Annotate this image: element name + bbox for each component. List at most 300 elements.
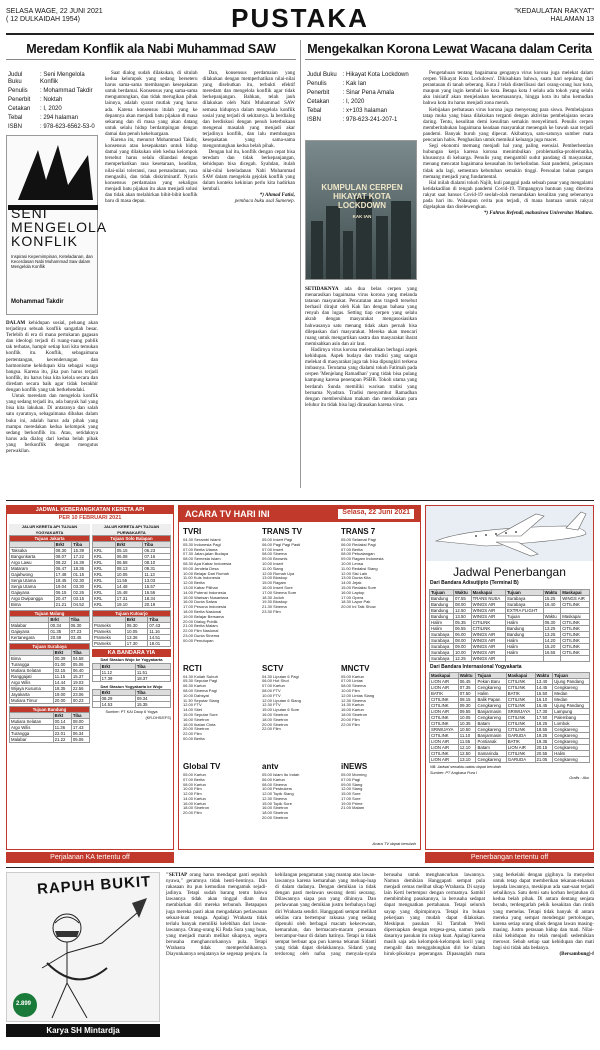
table-cell: CITILINK	[561, 649, 590, 655]
program-item: 06.00 Redaksi Pagi	[341, 542, 376, 547]
train-schedule	[6, 505, 174, 850]
table-cell: Halim	[430, 625, 454, 631]
program-item: 05.00 Morning	[341, 772, 367, 777]
program-item: 20.00 Sinetron	[262, 722, 289, 727]
table-cell: Malabar	[10, 623, 49, 629]
table-cell: 12.10	[458, 745, 476, 751]
flight-schedule	[425, 505, 594, 850]
table-cell: Pontianak	[476, 739, 506, 745]
tv-channel	[183, 759, 258, 838]
table-cell: 08.00	[71, 719, 89, 725]
table-cell: TRANS NUSA	[471, 595, 505, 601]
table-cell	[543, 655, 561, 661]
paragraph-4: Karena itu, menurut Mohammad Takdir, konsensus atau kesepakatan untuk hidup damai yang dilakukan oleh kedua kelompok tersebut harus selalu dilandasi dengan memperhatikan rasa kesetaraan, keadilan, nilai-nilai toleransi, rasa persaudaraan, rasa mengasihi, dan tidak diskriminatif. Nyaris konsensus perdamaian yang sekaligus menjadi batu pijakan itu akan menjadi solusi dan tidak akan melahirkan bibit-bibit konflik baru di masa depan.	[105, 137, 198, 204]
table-cell: 00.39	[53, 656, 71, 662]
program-item: 10.00 Dahsyat	[183, 693, 209, 698]
program-item: 07.00 Lintas	[341, 679, 363, 684]
table-cell: GARUDA	[506, 757, 535, 763]
table-cell: Taksaka	[10, 548, 55, 554]
meta-key: Tebal	[307, 108, 322, 114]
table-cell: 05.15	[115, 548, 143, 554]
table-cell: Argo Lawu	[10, 560, 55, 566]
article-title: Meredam Konflik ala Nabi Muhammad SAW	[26, 42, 276, 56]
table-cell: 15.37	[71, 674, 89, 680]
meta-key: Judul Buku	[8, 72, 23, 85]
table-cell: 07.55	[453, 595, 471, 601]
table-cell: Mataram	[10, 566, 55, 572]
program-item: 12.00 Siang	[341, 787, 363, 792]
table-cell: 00.23	[71, 698, 89, 704]
table-label: Tujuan Kutoarjo	[92, 611, 170, 617]
meta-key: Penerbit	[8, 97, 31, 103]
table-cell: Surabaya	[430, 643, 454, 649]
table-cell: Balik Papan	[476, 697, 506, 703]
program-item: 16.00 Sinetron	[262, 806, 289, 811]
meta-value: : 294 halaman	[40, 115, 79, 121]
table-cell: Maskapai	[561, 613, 590, 619]
tv-channel	[183, 661, 258, 759]
table-cell: 07.50	[458, 691, 476, 697]
table-row	[10, 737, 90, 743]
table-cell: 14.45	[535, 685, 553, 691]
table-cell: 06.30	[69, 623, 89, 629]
article-body	[423, 70, 593, 490]
table-cell: CITILINK	[506, 715, 535, 721]
book-cover	[305, 140, 417, 280]
paragraph-6: Dengan hal itu, konflik dengan cepat bisa teredam dan tidak berkepanjangan, kehidupan bisa dicegah. Syahdan, itulah nilai-nilai keteladanan Nabi Muhammad SAW dalam mengelola gejolak konflik yang dalam konteks kekinian perlu kita hadirkan kembali.	[202, 149, 295, 192]
table-cell: 04.58	[71, 656, 89, 662]
author-description: pembaca buku asal Sumenep.	[234, 197, 295, 204]
table-cell: Cengkareng	[553, 733, 590, 739]
table-label: Tujuan Jakarta	[10, 536, 90, 542]
meta-row	[8, 72, 99, 86]
table-row	[10, 635, 90, 641]
program-item: 05.00 Insert Pagi	[262, 538, 293, 542]
table-cell: 03.30	[72, 584, 90, 590]
masthead: PUSTAKA	[231, 3, 369, 33]
table-cell: 11.55	[115, 578, 143, 584]
program-item: 04.30 Liputan 6 Pagi	[262, 674, 299, 679]
table-cell: 14.48	[115, 584, 143, 590]
program-item: 07.00 Berita	[341, 547, 363, 552]
table-cell: Bima	[10, 602, 55, 608]
flight-footer: Penerbangan tertentu off	[425, 852, 594, 863]
channel-name: TVRI	[183, 527, 202, 536]
table-row	[92, 602, 170, 608]
table-cell: 01.35	[49, 629, 69, 635]
table-cell: Halim	[553, 751, 590, 757]
table-cell: 19.35	[535, 739, 553, 745]
flight-grafis: Grafis : Ako	[569, 776, 589, 781]
table-cell: LION AIR	[430, 679, 459, 685]
table-cell: CITILINK	[561, 643, 590, 649]
author-signature: *) Fahrus Refendi, mahasiswa Universitas Madura.	[483, 210, 593, 217]
table-row	[92, 629, 170, 635]
paragraph-1: ada dua belas cerpen yang menarasikan bagaimana virus korona yang melanda tatanan masyarakat. Pencatatan atas tragedi tersebut berhasil dirajut oleh Kak Ian dengan bahasa yang renyah dan lugas. Setting tiap cerpen yang selalu akrab dengan masyarakat mengasosiasikan bahwasanya satu menang tidak akan pernah bisa dilepaskan dari masyarakat. Mereka akan mencari ruang untuk mengartikan sastra dan masyarakat ibarat memisahkan asin dan air laut.	[305, 286, 417, 347]
table-cell: 17.43	[71, 725, 89, 731]
table-cell: KRL	[92, 590, 115, 596]
table-tujuan-malang	[9, 610, 90, 641]
author-signature: *) Ahmad Fatisi,	[259, 191, 295, 198]
table-cell: 05.35	[453, 619, 471, 625]
table-cell: 08.07	[54, 554, 72, 560]
article-korona	[305, 40, 594, 495]
program-item: 19.00 Belajar Bersama	[183, 614, 224, 619]
table-cell: 14.20	[543, 637, 561, 643]
program-item: 21.00 Malam	[341, 806, 365, 811]
channel-name: Global TV	[183, 761, 221, 771]
program-item: 07.00 Insert	[262, 547, 284, 552]
program-item: 10.00 Film	[341, 689, 360, 694]
column-header: Tujuan	[505, 589, 543, 595]
table-cell: CITILINK	[471, 625, 505, 631]
column-header: Waktu	[543, 589, 561, 595]
meta-row	[8, 124, 99, 131]
table-cell: 13.40	[535, 679, 553, 685]
story-lead: "SETIAP	[166, 872, 188, 878]
train-code: (KR-DHS/EFS)	[145, 715, 171, 720]
program-item: 23.30 Film	[262, 609, 281, 614]
meta-value: : Sinar Pena Amala	[342, 90, 395, 96]
table-cell: Ranggajati	[10, 674, 54, 680]
cover-title-2: MENGELOLA	[11, 219, 108, 235]
program-item: 00.00 Penutupan	[183, 638, 214, 643]
table-cell: 10.05	[125, 629, 148, 635]
program-item: 18.30 Lapor Pak	[341, 600, 371, 605]
program-item: 12.00 Film	[183, 792, 202, 797]
table-cell: 20.59	[49, 635, 69, 641]
program-item: 12.00 FTV	[183, 703, 202, 708]
route-header-purwakarta: JALUR KERETA API TUJUAN PURWAKARTA	[92, 524, 171, 535]
meta-row	[307, 72, 415, 79]
program-item: 09.00 Ragam Indonesia	[341, 557, 384, 562]
meta-value: : 978-623-6562-53-0	[40, 124, 95, 130]
table-cell: 14.51	[148, 635, 171, 641]
program-item: 22.00 Film	[262, 727, 281, 732]
table-cell: 06.30	[543, 619, 561, 625]
table-cell: Waktu	[543, 613, 561, 619]
table-cell: Argo Wilis	[10, 725, 54, 731]
program-item: 21.30 Sinema	[262, 605, 287, 610]
meta-value: : I, 2020	[40, 106, 62, 112]
table-cell: 06.34	[71, 731, 89, 737]
table-cell: Halim	[505, 649, 543, 655]
meta-key: Tebal	[8, 115, 23, 121]
table-cell: Malabar	[10, 737, 54, 743]
table-cell: 11.13	[143, 572, 171, 578]
program-item: 11.00 Redaksi Siang	[341, 566, 378, 571]
table-cell: CITILINK	[506, 703, 535, 709]
column-header: Maskapai	[471, 589, 505, 595]
table-cell: Bandung	[505, 631, 543, 637]
table-cell: 18.01	[148, 641, 171, 647]
program-item: 08.00 Sinema	[262, 552, 287, 557]
program-item: 22.00 Film Nasional	[183, 629, 219, 634]
table-cell: Mutiara Selatan	[10, 668, 54, 674]
tv-title: ACARA TV HARI INI	[185, 509, 270, 519]
program-item: 17.00 Pesona Indonesia	[183, 605, 227, 610]
table-cell: 16.45	[535, 703, 553, 709]
table-cell: 17.31	[115, 596, 143, 602]
paragraph-5: Dan, konsensus perdamaian yang dilakukan dengan memperhatikan nilai-nilai yang disebutkan itu, terbukti efektif meredam dan mengelola konflik agar tidak berkepanjangan. Bahkan, telah jauh dilakukan oleh Nabi Muhammad SAW semasa hidupnya dalam mengelola konflik sosial yang terjadi di sekitarnya. Ia berdialog dan berdiskusi dengan penuh keterbukaan mengenai masalah yang menjadi akar terjadinya konflik, dan lalu membangun kesepakatan yang sama-sama menguntungkan kedua belah pihak.	[202, 70, 295, 150]
paragraph-6: Hal inilah dialami tokoh Najib, kuli panggul pada sebuah pasar yang mengalami ketidakadilan di tengah pandemi Covid-19. Timpangnya bantuan yang diterima rakyat saat bansos Covid-19 seolah-olah menandakan kesulitan yang sebenarnya pada hari itu. Walaupun cerita pun terjadi, di mana bantuan untuk rakyat digelapkan dan diselewengkan.	[423, 179, 593, 211]
table-cell: KRL	[92, 584, 115, 590]
program-item: 18.30 Jodoh	[262, 595, 285, 600]
program-item: 15.00 Redaksi Sore	[341, 585, 377, 590]
tv-title-bar	[179, 506, 420, 522]
table-row	[10, 629, 90, 635]
table-cell: 17.30	[535, 709, 553, 715]
table-cell: Gajahwong	[10, 572, 55, 578]
program-item: 18.00 Sinetron	[262, 717, 289, 722]
table-row	[10, 698, 90, 704]
table-cell: 08.29	[100, 696, 135, 702]
table-row	[92, 623, 170, 629]
table-cell: Palembang	[553, 715, 590, 721]
table-cell: 13.25	[543, 631, 561, 637]
table-cell: Bandung	[430, 613, 454, 619]
table-cell: WINGS AIR	[471, 637, 505, 643]
program-item: 18.00 Sinetron	[341, 713, 368, 718]
program-item: 12.00 Rumah Uya	[262, 571, 295, 576]
table-cell: Cengkareng	[553, 745, 590, 751]
table-cell: 13.03	[143, 578, 171, 584]
program-item: 12.00 Sisi Lain	[341, 571, 368, 576]
column-header: Brkt	[49, 617, 69, 623]
table-cell: Prameks	[92, 641, 125, 647]
program-item: 19.30 Bioskop	[262, 600, 288, 605]
table-cell: 10.00	[453, 649, 471, 655]
meta-row	[307, 117, 415, 124]
table-cell: 04.52	[72, 602, 90, 608]
table-cell: 18.35	[53, 686, 71, 692]
program-item: 06.00 Kartun	[262, 777, 285, 782]
table-ka-bandara-2	[92, 689, 171, 708]
table-cell: 02.30	[72, 578, 90, 584]
meta-row	[307, 81, 415, 88]
cover-illustration	[8, 140, 98, 210]
table-cell: 16.10	[535, 697, 553, 703]
table-cell: KRL	[92, 572, 115, 578]
table-cell: 19.00	[53, 692, 71, 698]
table-cell: 13.36	[125, 635, 148, 641]
table-cell: Argo Wilis	[10, 680, 54, 686]
table-cell: 20.00	[53, 698, 71, 704]
table-cell: Pekan Baru	[476, 679, 506, 685]
table-cell: 02.26	[72, 590, 90, 596]
column-header: Brkt	[125, 617, 148, 623]
table-cell: 13.50	[453, 613, 471, 619]
table-cell: WINGS AIR	[471, 631, 505, 637]
table-label: Tujuan Malang	[10, 611, 90, 617]
page-number: HALAMAN 13	[550, 16, 594, 23]
serial-story	[166, 872, 594, 1044]
meta-key: Judul Buku	[307, 72, 337, 78]
program-item: 16.00 Kartun	[341, 708, 364, 713]
program-item: 16.00 Laptop	[341, 590, 365, 595]
ka-bandara-title: KA BANDARA YIA	[92, 649, 171, 657]
table-cell: Gajayana	[10, 629, 49, 635]
table-cell: Mutiara Selatan	[10, 719, 54, 725]
book-cover	[6, 135, 108, 315]
program-item: 16.00 Sinetron	[262, 713, 289, 718]
program-item: 18.00 Berita Nasional	[183, 609, 222, 614]
train-subtitle: PER 10 FEBRUARI 2021	[7, 514, 173, 522]
serial-caption: Karya SH Mintardja	[6, 1024, 160, 1037]
table-cell: 17.22	[72, 554, 90, 560]
table-cell: Bima	[10, 656, 54, 662]
table-cell: 11.10	[458, 733, 476, 739]
table-cell: 18.25	[535, 721, 553, 727]
table-cell: 03.15	[72, 596, 90, 602]
program-item: 08.00 Petualangan	[341, 552, 375, 557]
publication-name: "KEDAULATAN RAKYAT"	[514, 8, 594, 15]
table-cell: 00.34	[49, 623, 69, 629]
meta-value: : Noktah	[40, 97, 63, 103]
table-cell: 18.55	[535, 727, 553, 733]
page-info	[514, 8, 594, 24]
table-cell: 08.13	[115, 566, 143, 572]
program-item: 11.00 Siang	[262, 566, 284, 571]
table-cell: 08.15	[458, 697, 476, 703]
table-cell: 21.05	[535, 757, 553, 763]
table-cell: Lampung	[553, 709, 590, 715]
route-header-yogya: JALUR KERETA API TUJUAN YOGYAKARTA	[9, 524, 90, 535]
table-row	[92, 641, 170, 647]
table-cell: 21.21	[54, 602, 72, 608]
flight-sub2: Dari Bandara Internasional Yogyakarta	[430, 663, 522, 670]
flight-title: Jadwal Penerbangan	[453, 565, 566, 579]
meta-row	[307, 108, 415, 115]
paragraph-2: Hadirnya virus korona melemahkan berbagai aspek kehidupan. Aspek budaya dan tradisi yang sangat melekat di masyarakat juga tak bisa dipungkiri terkena imbasnya. Terutama yang dialami tokoh Fatimah pada cerpen 'Menjelang Ramadhan' yang tidak bisa pulang kampung karena penerapan PSBB. Tokoh utama yang berdarah Sunda memiliki warisan tradisi yang bernama Nyadran. Tradisi menyambut Ramadhan dengan membersihkan makam dan mendoakan para leluhur itu tidak bisa lagi dirasakan karena virus.	[305, 346, 417, 408]
book-meta	[6, 70, 101, 133]
program-item: 05.00 Selamat Pagi	[341, 538, 376, 542]
table-cell: Surabaya	[430, 649, 454, 655]
table-cell: 18.34	[143, 596, 171, 602]
article-body-lead	[305, 286, 417, 408]
table-cell: CITILINK	[506, 685, 535, 691]
table-cell: Medan	[553, 691, 590, 697]
table-cell: WINGS AIR	[471, 613, 505, 619]
program-item: 13.00 Dunia Kita	[341, 576, 371, 581]
table-cell: 09.00	[453, 643, 471, 649]
cover-author: Mohammad Takdir	[11, 299, 64, 305]
table-cell: 06.15	[54, 590, 72, 596]
meta-row	[8, 97, 99, 104]
column-header: Tiba	[69, 617, 89, 623]
program-item: 10.00 Lensa	[341, 561, 364, 566]
table-row	[10, 602, 90, 608]
table-cell: 00.14	[53, 719, 71, 725]
table-row	[92, 702, 170, 708]
table-cell: LION AIR	[430, 757, 459, 763]
table-cell: KRL	[92, 596, 115, 602]
table-cell: 02.15	[53, 668, 71, 674]
table-cell: 08.00	[453, 601, 471, 607]
table-cell: Senja Utama	[10, 584, 55, 590]
section-divider-2	[6, 867, 594, 868]
program-item: 08.00 Sinema	[341, 684, 366, 689]
train-source: Sumber: PT KAI Daop 6 Yogya	[105, 710, 158, 715]
paragraph-3: Pengetahuan tentang bagaimana genganya virus korona juga melekat dalam cerpen 'Hikayat Kota Lockdown'. Dikisahkan bahwa, suatu hari sepulang dari perantauan di tanah seberang. Kota J telah disterilisasi dari orang-orang luar kota, maupun yang ingin kembali ke kota. Betapa kota J selalu ada tokoh yang selalu aku inisiatif akan menjelaskan kecemasannya, hingga kota itu tahu kemudian bahwa kota itu harus menjadi zona merah.	[423, 70, 593, 107]
program-item: 15.00 Seputar Sore	[183, 713, 218, 718]
tv-channel	[183, 524, 258, 661]
table-cell: 09.31	[143, 566, 171, 572]
program-item: 14.00 Potensi Indonesia	[183, 590, 226, 595]
table-cell: 06.55	[453, 625, 471, 631]
cover-author: KAK IAN	[352, 214, 372, 219]
channel-name: TRANS 7	[341, 527, 376, 536]
table-cell: 06.47	[54, 566, 72, 572]
paragraph-4: Kebijakan perbatasan virus korona juga menyerang para siswa. Pembelajaran tatap muka yang biasa dilakukan terganti dengan aktivitas pembelajaran secara daring. Tentu, kesulitan demi kesulitan semakin menyelimuti. Penulis cerpen memberitahukan bagaimana keadaan masyarakat menengah ke bawah saat terjadi pandemi. Banyak buruh yang dipecat. Akibatnya, satu-satunya sumber mata pencarian habis. Penghasilan untuk memikul keluarga juga macet.	[423, 106, 593, 144]
meta-key: Penulis	[8, 88, 28, 94]
table-cell: Bandung	[430, 607, 454, 613]
table-cell: Surabaya	[430, 655, 454, 661]
program-item: 16.00 Insert Sore	[262, 585, 293, 590]
table-cell: Surabaya	[430, 631, 454, 637]
meta-row	[8, 106, 99, 113]
table-cell: CITILINK	[430, 703, 459, 709]
table-cell: Halim	[505, 643, 543, 649]
column-header: Brkt	[100, 690, 135, 696]
table-cell: Halim	[505, 637, 543, 643]
table-tujuan-kutoarjo	[92, 610, 171, 647]
meta-key: Penerbit	[307, 90, 330, 96]
table-cell: Turangga	[10, 731, 54, 737]
program-item: 10.00 Belajar Dari Rumah	[183, 571, 230, 576]
meta-value: : Hikayat Kota Lockdown	[342, 72, 409, 78]
table-cell: CITILINK	[430, 715, 459, 721]
table-cell: 17.30	[125, 641, 148, 647]
table-tujuan-solo	[92, 535, 171, 608]
program-item: 00.00 Berita	[183, 737, 205, 741]
table-cell: CITILINK	[430, 751, 459, 757]
table-cell: Bandung	[505, 625, 543, 631]
ka-bandara-sub1: Dari Stasiun Wojo ke Yogyakarta	[100, 657, 163, 663]
program-item: 13.00 Bioskop	[262, 576, 288, 581]
tv-channel	[262, 759, 337, 838]
meta-value: : I, 2020	[342, 99, 365, 105]
tv-schedule	[178, 505, 421, 850]
program-item: 15.00 Warisan Nusantara	[183, 595, 229, 600]
program-item: 14.30 Kartun	[341, 703, 364, 708]
table-cell: 16.56	[143, 590, 171, 596]
program-item: 10.00 Film	[183, 787, 202, 792]
table-cell: GARUDA	[506, 733, 535, 739]
program-item: 04.30 Serambi Islami	[183, 538, 221, 542]
table-cell: Surabaya	[505, 601, 543, 607]
table-cell	[92, 675, 100, 681]
meta-row	[8, 115, 99, 122]
table-cell: 12.25	[453, 655, 471, 661]
table-cell: CITILINK	[506, 697, 535, 703]
meta-row	[307, 90, 415, 97]
table-cell	[505, 655, 543, 661]
table-yia	[429, 672, 590, 763]
table-cell: 10.05	[458, 715, 476, 721]
column-header: Brkt	[53, 650, 71, 656]
column-header: Brkt	[53, 713, 71, 719]
program-item: 12.00 Liputan 6 Siang	[262, 698, 301, 703]
program-item: 07.00 Berita	[183, 777, 205, 782]
tv-footer: Acara TV dapat berubah	[372, 841, 416, 847]
table-cell: 19.03	[71, 680, 89, 686]
table-cell: KRL	[92, 578, 115, 584]
table-cell: 17.50	[535, 715, 553, 721]
article-konflik	[6, 40, 296, 495]
table-cell: 13.25	[543, 625, 561, 631]
table-cell: LION AIR	[430, 685, 459, 691]
